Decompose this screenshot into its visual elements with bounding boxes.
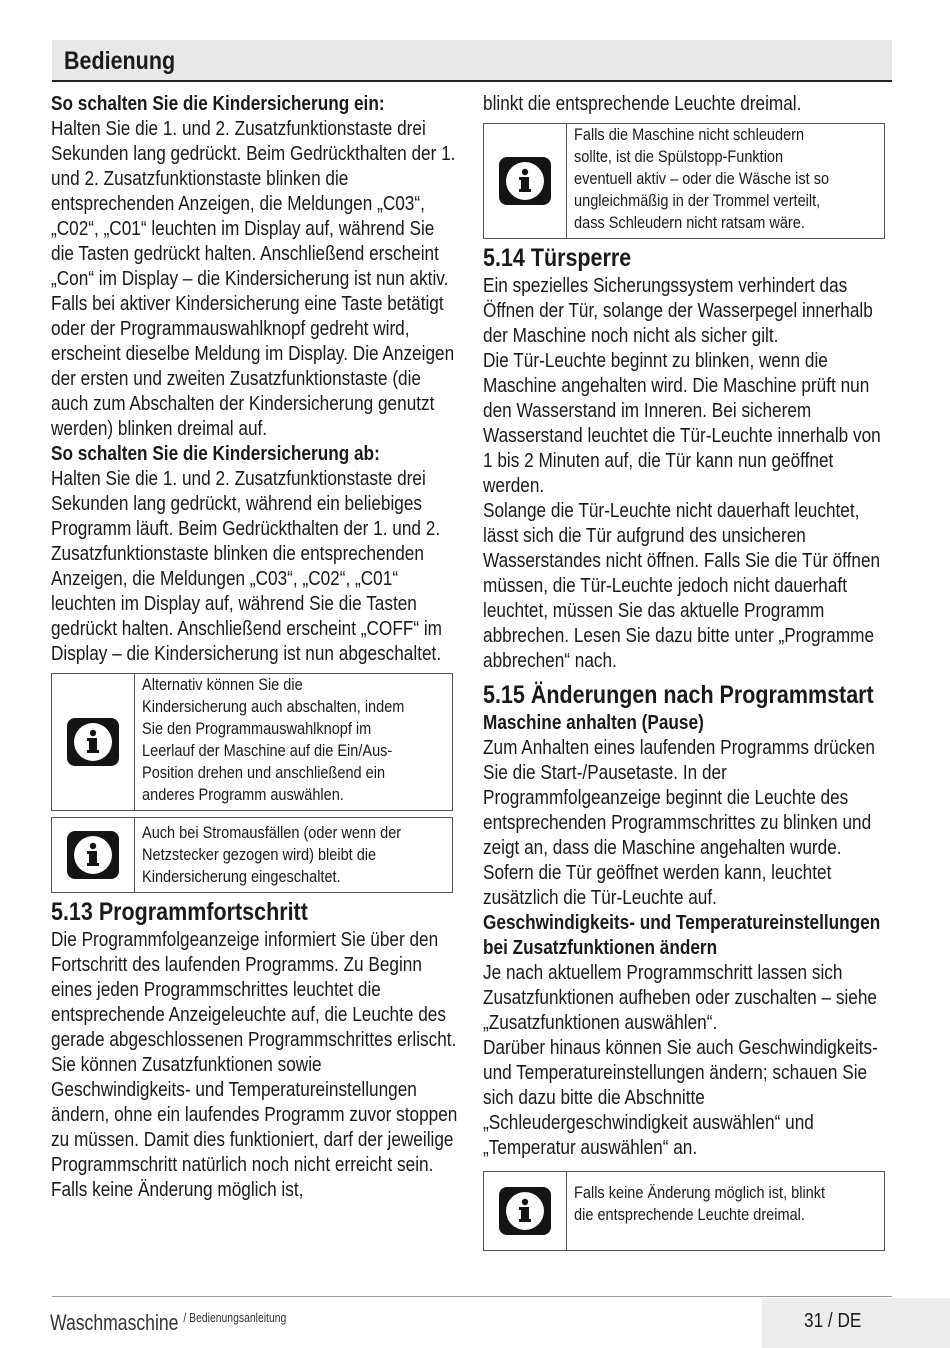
- paragraph-door-lock-3: Solange die Tür-Leuchte nicht dauerhaft leuchtet, lässt sich die Tür aufgrund des unsicheren Wasserstandes nicht öffnen. Falls Sie die Tür öffnen müssen, die Tür-Leuchte jedoch nicht dauerhaft leuchtet, müssen Sie das aktuelle Programm abbrechen. Lesen Sie dazu bitte unter „Programme abbrechen“ nach.: [483, 500, 881, 672]
- right-column: [483, 92, 891, 1257]
- heading-5-15: 5.15 Änderungen nach Programmstart: [483, 681, 874, 709]
- info-note: [51, 673, 453, 811]
- info-icon: [67, 718, 119, 766]
- paragraph-door-lock-2: Die Tür-Leuchte beginnt zu blinken, wenn die Maschine angehalten wird. Die Maschine prüft nun den Wasserstand im Inneren. Bei sicherem Wasserstand leuchtet die Tür-Leuchte innerhalb von 1 bis 2 Minuten auf, die Tür kann nun geöffnet werden.: [483, 350, 881, 497]
- paragraph-lock-on: Halten Sie die 1. und 2. Zusatzfunktionstaste drei Sekunden lang gedrückt. Beim Gedrückthalten der 1. und 2. Zusatzfunktionstaste blinken die entsprechenden Anzeigen, die Meldungen „C03“, „C02“, „C01“ leuchten im Display auf, während Sie die Tasten gedrückt halten. Anschließend erscheint „Con“ im Display – die Kindersicherung ist nun aktiv. Falls bei aktiver Kindersicherung eine Taste betätigt oder der Programmauswahlknopf gedreht wird, erscheint dieselbe Meldung im Display. Die Anzeigen der ersten und zweiten Zusatzfunktionstaste (die auch zum Abschalten der Kindersicherung genutzt werden) blinken dreimal auf.: [51, 118, 456, 440]
- info-note: [483, 1171, 885, 1251]
- footer-brand: [50, 1310, 286, 1336]
- note-text: Falls keine Änderung möglich ist, blinkt die entsprechende Leuchte dreimal.: [574, 1184, 826, 1224]
- section-header: [52, 40, 892, 82]
- info-icon: [499, 1187, 551, 1235]
- left-column: [51, 92, 459, 1203]
- heading-5-13: 5.13 Programmfortschritt: [51, 898, 308, 926]
- note-text: Falls die Maschine nicht schleudern sollte, ist die Spülstopp-Funktion eventuell aktiv – oder die Wäsche ist so ungleichmäßig in der Trommel verteilt, dass Schleudern nicht ratsam wäre.: [574, 126, 830, 232]
- paragraph-speed-temp: Darüber hinaus können Sie auch Geschwindigkeits- und Temperatureinstellungen ändern; schauen Sie sich dazu bitte die Abschnitte „Schleudergeschwindigkeit auswählen“ und „Temperatur auswählen“ an.: [483, 1037, 878, 1159]
- subheading-lock-on: So schalten Sie die Kindersicherung ein:: [51, 93, 385, 115]
- paragraph-lock-off: Halten Sie die 1. und 2. Zusatzfunktionstaste drei Sekunden lang gedrückt, während ein beliebiges Programm läuft. Beim Gedrückthalten der 1. und 2. Zusatzfunktionstaste blinken die entsprechenden Anzeigen, die Meldungen „C03“, „C02“, „C01“ leuchten im Display auf, während Sie die Tasten gedrückt halten. Anschließend erscheint „COFF“ im Display – die Kindersicherung ist nun abgeschaltet.: [51, 468, 442, 665]
- page-number-box: [762, 1298, 950, 1348]
- subheading-speed-temp: Geschwindigkeits- und Temperatureinstellungen bei Zusatzfunktionen ändern: [483, 912, 881, 959]
- info-icon: [499, 157, 551, 205]
- paragraph-change-options: Sie können Zusatzfunktionen sowie Geschwindigkeits- und Temperatureinstellungen ändern, ohne ein laufendes Programm zuvor stoppen zu müssen. Damit dies funktioniert, darf der jeweilige Programmschritt natürlich noch nicht erreicht sein. Falls keine Änderung möglich ist,: [51, 1054, 458, 1201]
- section-title: Bedienung: [64, 47, 176, 75]
- info-note: [483, 123, 885, 239]
- footer-brand-sub: / Bedienungsanleitung: [183, 1310, 287, 1325]
- info-note: [51, 817, 453, 893]
- note-text: Auch bei Stromausfällen (oder wenn der Netzstecker gezogen wird) bleibt die Kindersicherung eingeschaltet.: [142, 824, 402, 886]
- subheading-lock-off: So schalten Sie die Kindersicherung ab:: [51, 443, 380, 465]
- page-number: 31 / DE: [804, 1310, 862, 1332]
- paragraph-progress: Die Programmfolgeanzeige informiert Sie über den Fortschritt des laufenden Programms. Zu Beginn eines jeden Programmschrittes leuchtet die entsprechende Anzeigeleuchte auf, die Leuchte des gerade abgeschlossenen Programmschrittes erlischt.: [51, 929, 457, 1051]
- footer-divider: [52, 1296, 892, 1297]
- subheading-pause: Maschine anhalten (Pause): [483, 712, 704, 734]
- heading-5-14: 5.14 Türsperre: [483, 244, 632, 272]
- note-text: Alternativ können Sie die Kindersicherung auch abschalten, indem Sie den Programmauswahlknopf im Leerlauf der Maschine auf die Ein/Aus-Position drehen und anschließend ein anderes Programm auswählen.: [142, 676, 405, 804]
- info-icon: [67, 831, 119, 879]
- paragraph-continued: blinkt die entsprechende Leuchte dreimal.: [483, 93, 802, 115]
- paragraph-pause: Zum Anhalten eines laufenden Programms drücken Sie die Start-/Pausetaste. In der Programmfolgeanzeige beginnt die Leuchte des entsprechenden Programmschrittes zu blinken und zeigt an, dass die Maschine angehalten wurde. Sofern die Tür geöffnet werden kann, leuchtet zusätzlich die Tür-Leuchte auf.: [483, 737, 875, 909]
- paragraph-options: Je nach aktuellem Programmschritt lassen sich Zusatzfunktionen aufheben oder zuschalten – siehe „Zusatzfunktionen auswählen“.: [483, 962, 877, 1034]
- paragraph-door-lock-1: Ein spezielles Sicherungssystem verhindert das Öffnen der Tür, solange der Wasserpegel innerhalb der Maschine noch nicht als sicher gilt.: [483, 275, 873, 347]
- footer-brand-name: Waschmaschine: [50, 1310, 179, 1335]
